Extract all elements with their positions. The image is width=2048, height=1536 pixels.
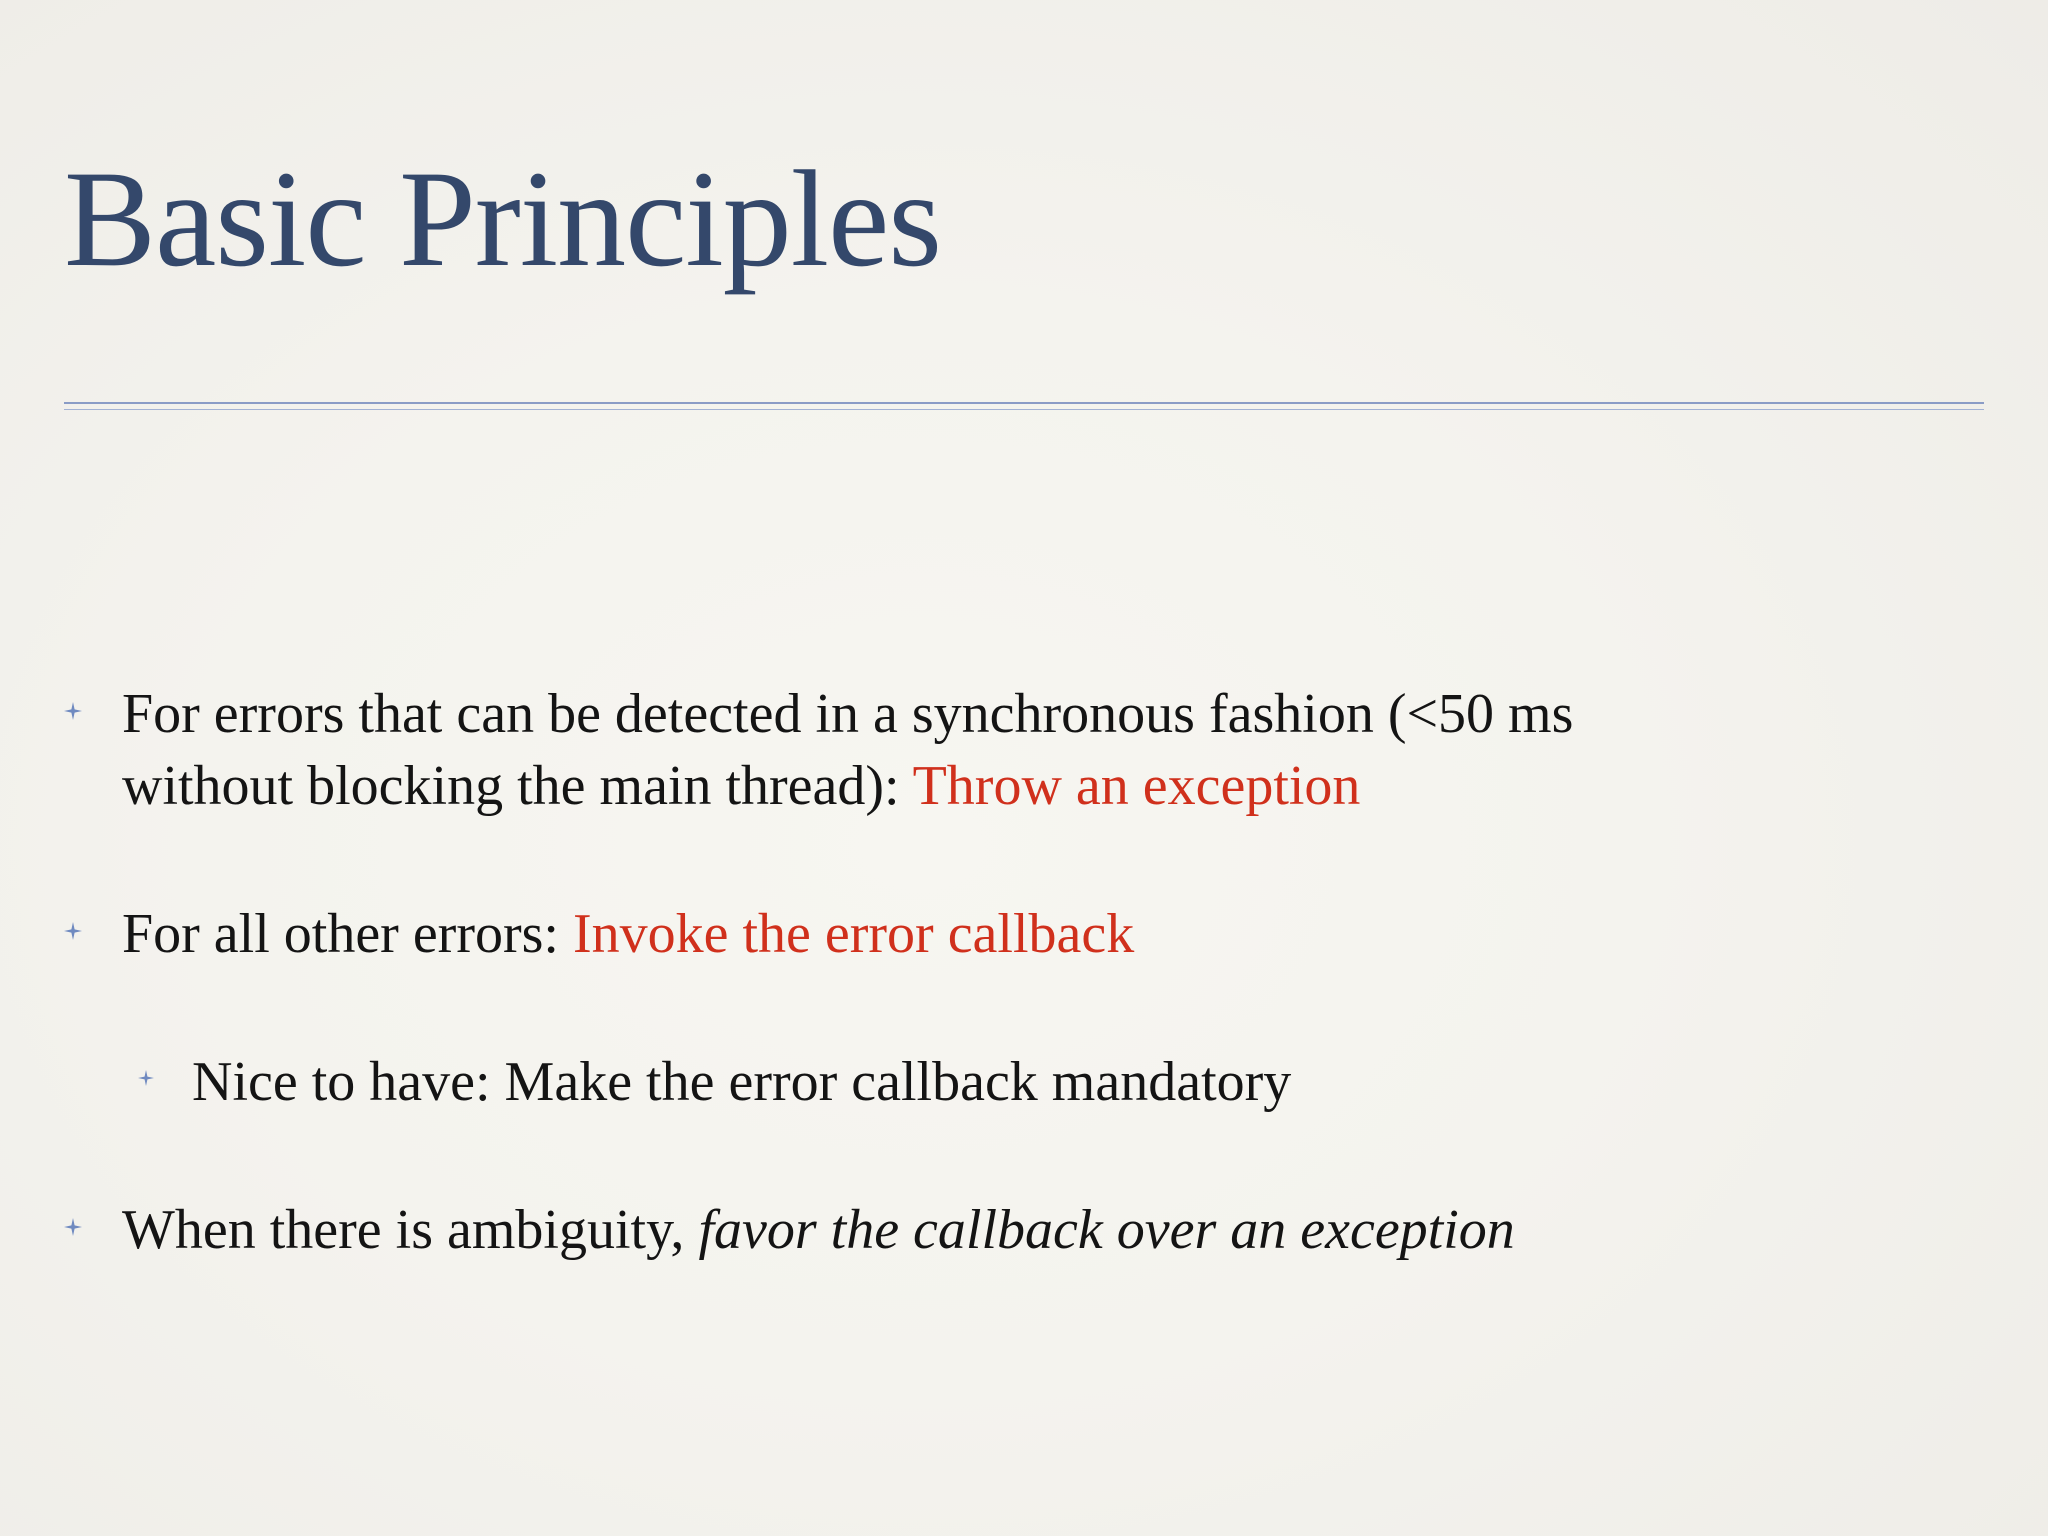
- title-divider: [64, 402, 1984, 404]
- favor-callback-emphasis: favor the callback over an exception: [698, 1199, 1515, 1261]
- bullet-other-errors-text: For all other errors:: [122, 903, 573, 965]
- bullet-star-icon: [64, 702, 82, 720]
- bullet-ambiguity-text: When there is ambiguity,: [122, 1199, 699, 1261]
- bullet-ambiguity: [122, 1194, 1515, 1266]
- sub-bullet-nice-to-have: [192, 1046, 1291, 1118]
- sub-bullet-nice-to-have-text: Nice to have: Make the error callback mandatory: [192, 1051, 1292, 1113]
- bullet-sync-errors-line2: [122, 750, 1573, 822]
- invoke-callback-highlight: Invoke the error callback: [572, 903, 1135, 965]
- bullet-sync-errors: [122, 678, 1573, 822]
- slide-title: Basic Principles: [64, 142, 942, 295]
- bullet-other-errors: [122, 898, 1134, 970]
- bullet-sync-errors-text: without blocking the main thread):: [122, 755, 913, 817]
- bullet-star-icon: [64, 1218, 82, 1236]
- sub-bullet-star-icon: [138, 1070, 156, 1088]
- title-divider-secondary: [64, 409, 1984, 410]
- bullet-star-icon: [64, 922, 82, 940]
- throw-exception-highlight: Throw an exception: [912, 755, 1361, 817]
- bullet-sync-errors-line1: For errors that can be detected in a synchronous fashion (<50 ms: [122, 683, 1574, 745]
